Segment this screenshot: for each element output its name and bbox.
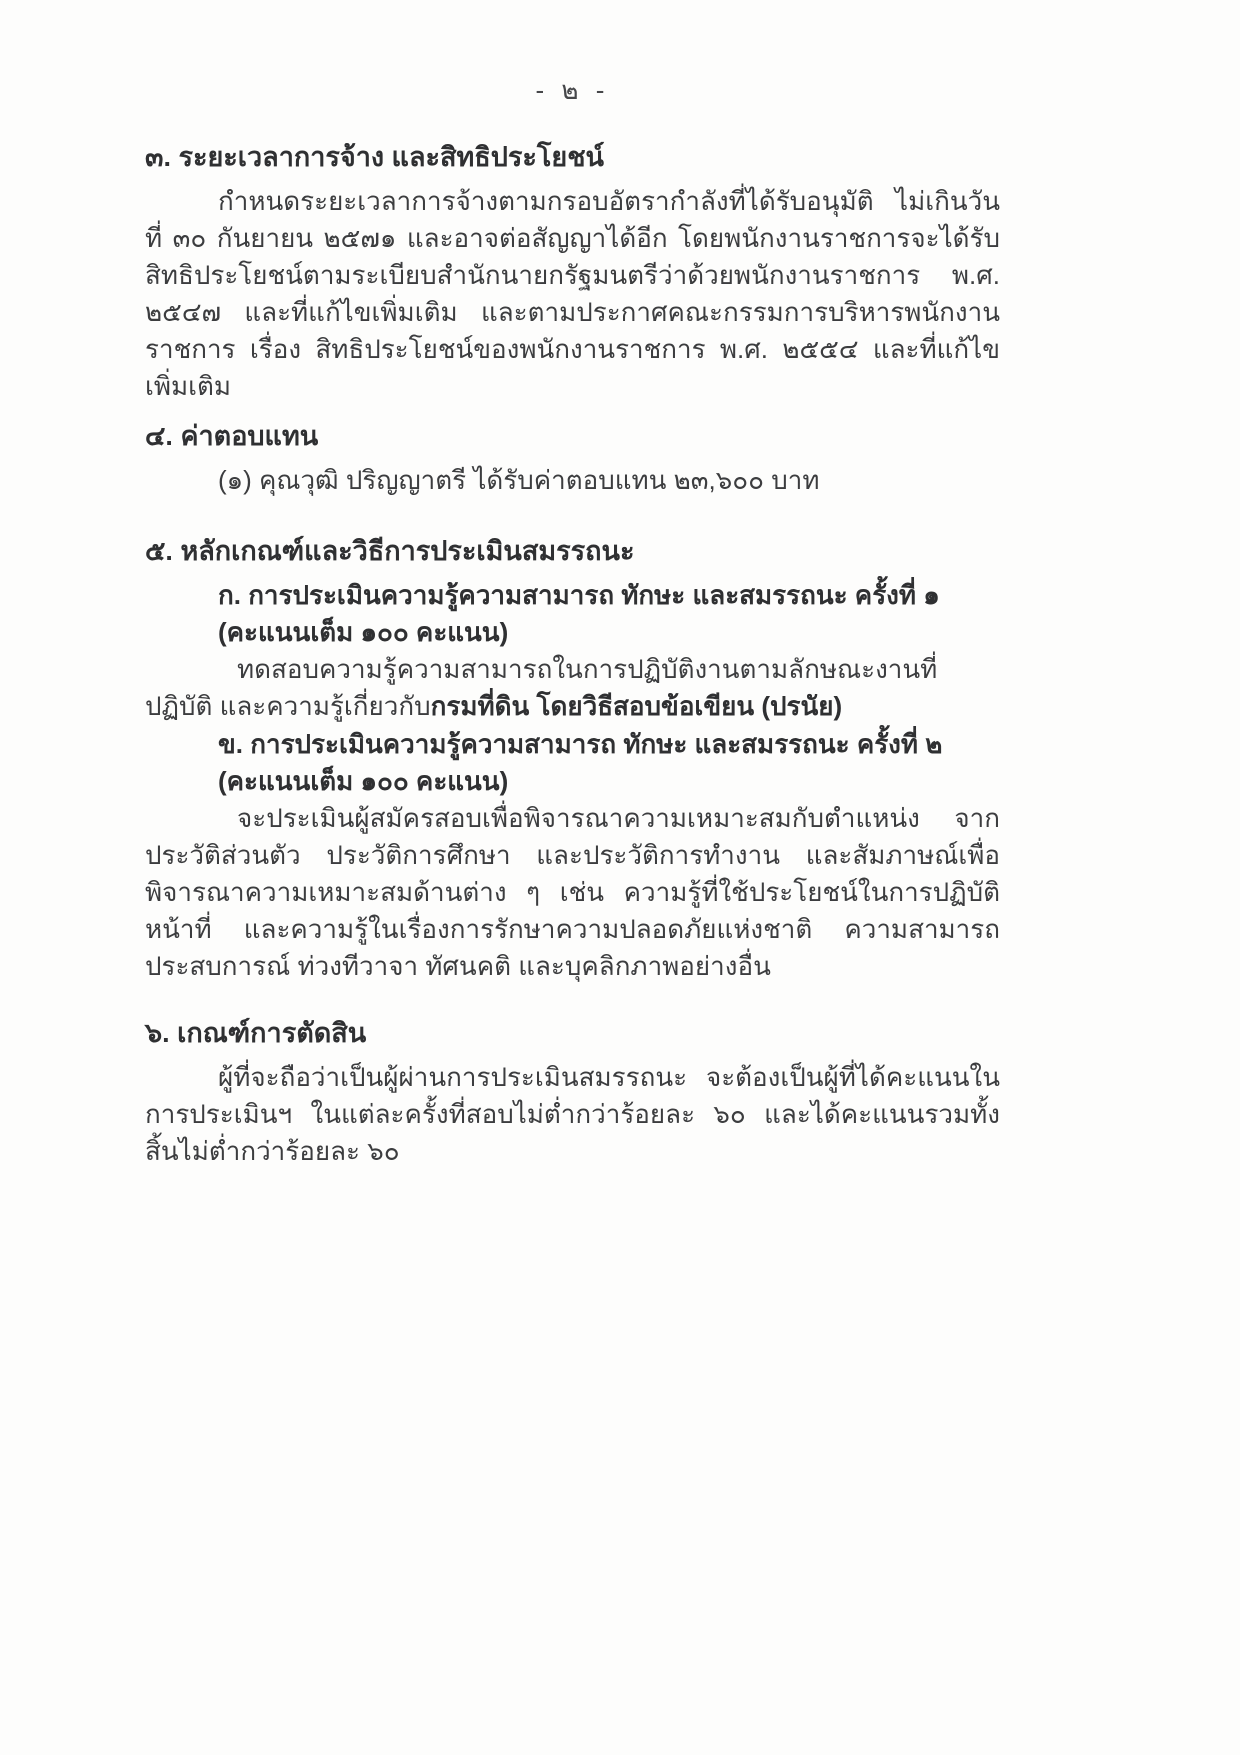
subsection-a-text-regular: ทดสอบความรู้ความสามารถในการปฏิบัติงานตามลักษณะงานที่ปฏิบัติ และความรู้เกี่ยวกับ — [145, 654, 938, 721]
section-4-item-1: (๑) คุณวุฒิ ปริญญาตรี ได้รับค่าตอบแทน ๒๓,๖๐๐ บาท — [218, 465, 820, 495]
section-decision-criteria — [145, 1015, 1000, 1170]
page-number: - ๒ - — [535, 75, 610, 105]
section-heading-6: ๖. เกณฑ์การตัดสิน — [145, 1018, 367, 1048]
section-employment-period — [145, 139, 1000, 405]
section-compensation — [145, 418, 1000, 499]
subsection-b-paragraph: จะประเมินผู้สมัครสอบเพื่อพิจารณาความเหมาะสมกับตำแหน่ง จากประวัติส่วนตัว ประวัติการศึกษา และประวัติการทำงาน และสัมภาษณ์เพื่อพิจารณาความเหมาะสมด้านต่าง ๆ เช่น ความรู้ที่ใช้ประโยชน์ในการปฏิบัติหน้าที่ และความรู้ในเรื่องการรักษาความปลอดภัยแห่งชาติ ความสามารถ ประสบการณ์ ท่วงทีวาจา ทัศนคติ และบุคลิกภาพอย่างอื่น — [145, 803, 1000, 981]
section-3-paragraph: กำหนดระยะเวลาการจ้างตามกรอบอัตรากำลังที่ได้รับอนุมัติ ไม่เกินวันที่ ๓๐ กันยายน ๒๕๗๑ และอาจต่อสัญญาได้อีก โดยพนักงานราชการจะได้รับสิทธิประโยชน์ตามระเบียบสำนักนายกรัฐมนตรีว่าด้วยพนักงานราชการ พ.ศ. ๒๕๔๗ และที่แก้ไขเพิ่มเติม และตามประกาศคณะกรรมการบริหารพนักงานราชการ เรื่อง สิทธิประโยชน์ของพนักงานราชการ พ.ศ. ๒๕๕๔ และที่แก้ไขเพิ่มเติม — [145, 186, 1000, 401]
subsection-b-heading: ข. การประเมินความรู้ความสามารถ ทักษะ และสมรรถนะ ครั้งที่ ๒ (คะแนนเต็ม ๑๐๐ คะแนน) — [218, 729, 943, 796]
subsection-a-text-bold: กรมที่ดิน โดยวิธีสอบข้อเขียน (ปรนัย) — [430, 691, 843, 721]
page-content — [145, 72, 1000, 1170]
section-heading-5: ๕. หลักเกณฑ์และวิธีการประเมินสมรรถนะ — [145, 536, 635, 566]
section-assessment-criteria — [145, 533, 1000, 985]
subsection-a-heading: ก. การประเมินความรู้ความสามารถ ทักษะ และสมรรถนะ ครั้งที่ ๑ (คะแนนเต็ม ๑๐๐ คะแนน) — [218, 580, 940, 647]
section-6-paragraph: ผู้ที่จะถือว่าเป็นผู้ผ่านการประเมินสมรรถนะ จะต้องเป็นผู้ที่ได้คะแนนในการประเมินฯ ในแต่ละครั้งที่สอบไม่ต่ำกว่าร้อยละ ๖๐ และได้คะแนนรวมทั้งสิ้นไม่ต่ำกว่าร้อยละ ๖๐ — [145, 1062, 1000, 1166]
subsection-a-paragraph — [145, 651, 1000, 725]
section-heading-3: ๓. ระยะเวลาการจ้าง และสิทธิประโยชน์ — [145, 142, 605, 172]
section-heading-4: ๔. ค่าตอบแทน — [145, 421, 319, 451]
